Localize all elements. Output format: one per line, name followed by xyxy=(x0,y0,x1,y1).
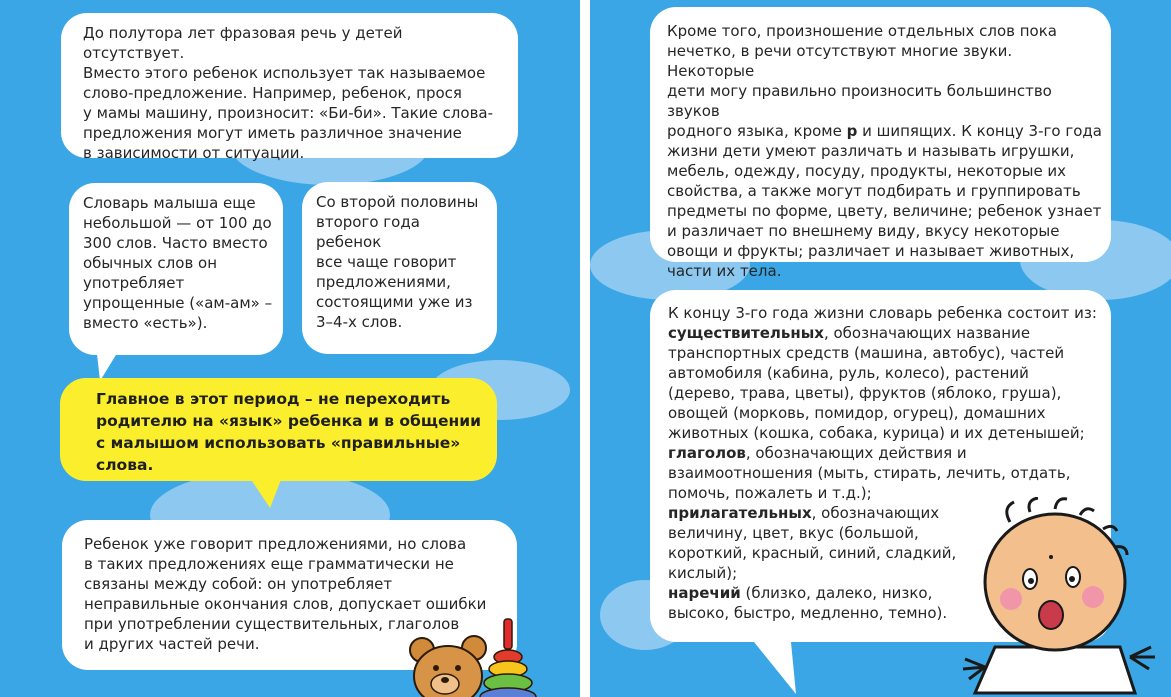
vocabulary-text: Словарь малыша еще небольшой — от 100 до 300 слов. Часто вместо обычных слов он употребляет упрощенные («ам-ам» – вместо «есть»). xyxy=(83,194,273,332)
adjectives-paragraph: прилагательных, обозначающих величину, цвет, вкус (большой, короткий, красный, синий, сладкий, кислый); xyxy=(668,504,957,582)
highlight-bubble xyxy=(60,378,497,481)
speech-bubble-vocabulary xyxy=(69,183,283,355)
speech-bubble-sentences xyxy=(302,182,497,354)
vocabulary-intro: К концу 3-го года жизни словарь ребенка состоит из: xyxy=(668,304,1097,322)
phrase-speech-text: До полутора лет фразовая речь у детей отсутствует. Вместо этого ребенок использует так называемое слово-предложение. Например, ребенок, прося у мамы машину, произносит: «Би-би». Такие слова- предложения могут иметь различное значение в зависимости от ситуации. xyxy=(83,24,494,162)
stacking-pyramid-icon xyxy=(478,617,538,697)
left-page xyxy=(0,0,580,697)
speech-bubble-phrase-speech xyxy=(61,13,518,162)
bubble-tail xyxy=(240,472,290,512)
pronunciation-text: Кроме того, произношение отдельных слов пока нечетко, в речи отсутствуют многие звуки. Некоторые дети могу правильно произносить большинство звуков родного языка, кроме р и шипящих. К концу 3-го года жизни дети умеют различать и называть игрушки, мебель, одежду, посуду, продукты, некоторые их свойства, а также могут подбирать и группировать предметы по форме, цвету, величине; ребенок узнает и различает по внешнему виду, вкусу некоторые овощи и фрукты; различает и называет животных, части их тела. xyxy=(667,22,1102,280)
adverbs-paragraph: наречий (близко, далеко, низко, высоко, быстро, медленно, темно). xyxy=(668,584,948,622)
child-character-icon xyxy=(955,497,1171,697)
sentences-text: Со второй половины второго года ребенок все чаще говорит предложениями, состоящими уже из 3–4-х слов. xyxy=(316,193,479,331)
right-page xyxy=(590,0,1171,697)
speech-bubble-pronunciation xyxy=(650,7,1111,280)
letter-r: р xyxy=(846,122,858,140)
bubble-tail xyxy=(740,632,800,697)
highlight-text: Главное в этот период – не переходить родителю на «язык» ребенка и в общении с малышом использовать «правильные» слова. xyxy=(96,390,481,474)
verbs-paragraph: глаголов, обозначающих действия и взаимоотношения (мыть, стирать, лечить, отдать, помочь, пожалеть и т.д.); xyxy=(668,444,1071,502)
nouns-paragraph: существительных, обозначающих название транспортных средств (машина, автобус), частей автомобиля (кабина, руль, колесо), растений (дерево, трава, цветы), фруктов (яблоко, груша), овощей (морковь, помидор, огурец), домашних животных (кошка, собака, курица) и их детенышей; xyxy=(668,324,1085,442)
page-gutter xyxy=(580,0,590,697)
grammar-text: Ребенок уже говорит предложениями, но слова в таких предложениях еще грамматически не связаны между собой: он употребляет неправильные окончания слов, допускает ошибки при употреблении существительных, глаголов и других частей речи. xyxy=(84,535,487,653)
